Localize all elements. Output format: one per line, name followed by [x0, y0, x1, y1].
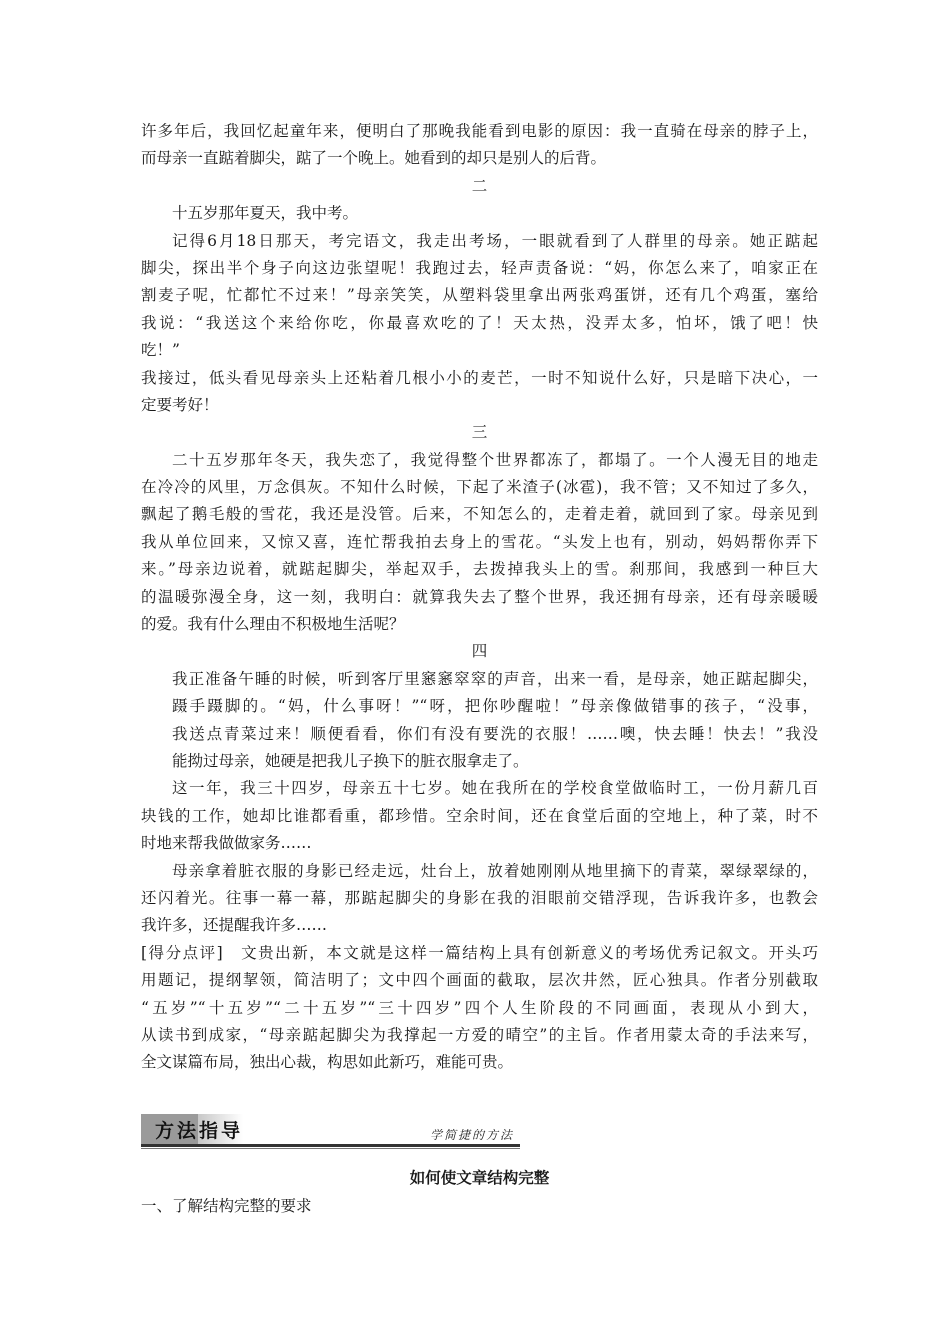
text-line: 来。”母亲边说着，就踮起脚尖，举起双手，去拨掉我头上的雪。刹那间，我感到一种巨大: [141, 560, 818, 579]
text-line: 块钱的工作，她却比谁都看重，都珍惜。空余时间，还在食堂后面的空地上，种了菜，时不: [141, 806, 818, 825]
text-line: 在冷冷的风里，万念俱灰。不知什么时候，下起了米渣子(冰雹)，我不管；又不知过了多久，: [141, 478, 818, 497]
text-line: 十五岁那年夏天，我中考。: [172, 204, 359, 223]
text-line: 全文谋篇布局，独出心裁，构思如此新巧，难能可贵。: [141, 1053, 514, 1072]
text-line: 吃！”: [141, 341, 180, 360]
method-title: 如何使文章结构完整: [409, 1168, 550, 1187]
text-line: 许多年后，我回忆起童年来，便明白了那晚我能看到电影的原因：我一直骑在母亲的脖子上，: [141, 122, 818, 140]
text-line: 我送点青菜过来！顺便看看，你们有没有要洗的衣服！……噢，快去睡！快去！”我没: [172, 724, 818, 743]
text-line: 我说：“我送这个来给你吃，你最喜欢吃的了！天太热，没弄太多，怕坏，饿了吧！快: [141, 313, 818, 332]
header-rule: [141, 1144, 520, 1147]
text-line: 我许多，还提醒我许多……: [141, 916, 328, 935]
section-subtitle: 学简捷的方法: [430, 1128, 515, 1142]
text-line: 飘起了鹅毛般的雪花，我还是没管。后来，不知怎么的，走着走着，就回到了家。母亲见到: [141, 505, 818, 524]
text-line: 三: [471, 423, 488, 442]
text-line: 母亲拿着脏衣服的身影已经走远，灶台上，放着她刚刚从地里摘下的青菜，翠绿翠绿的，: [172, 861, 818, 880]
text-line: 我正准备午睡的时候，听到客厅里窸窸窣窣的声音，出来一看，是母亲，她正踮起脚尖，: [172, 669, 818, 688]
text-line: “五岁”“十五岁”“二十五岁”“三十四岁”四个人生阶段的不同画面，表现从小到大，: [141, 998, 818, 1017]
text-line: 这一年，我三十四岁，母亲五十七岁。她在我所在的学校食堂做临时工，一份月薪几百: [172, 779, 818, 798]
method-item: 一、了解结构完整的要求: [141, 1197, 312, 1215]
article-body: [141, 118, 818, 1077]
text-line: 定要考好！: [141, 395, 219, 414]
text-line: 而母亲一直踮着脚尖，踮了一个晚上。她看到的却只是别人的后背。: [141, 149, 607, 168]
text-line: 的爱。我有什么理由不积极地生活呢？: [141, 615, 405, 634]
text-line: 脚尖，探出半个身子向这边张望呢！我跑过去，轻声责备说：“妈，你怎么来了，咱家正在: [141, 258, 818, 277]
text-line: 从读书到成家，“母亲踮起脚尖为我撑起一方爱的晴空”的主旨。作者用蒙太奇的手法来写，: [141, 1025, 818, 1044]
text-line: 用题记，提纲挈领，简洁明了；文中四个画面的截取，层次井然，匠心独具。作者分别截取: [141, 971, 818, 990]
text-line: 的温暖弥漫全身，这一刻，我明白：就算我失去了整个世界，我还拥有母亲，还有母亲暖暖: [141, 587, 818, 606]
text-line: 还闪着光。往事一幕一幕，那踮起脚尖的身影在我的泪眼前交错浮现，告诉我许多，也教会: [141, 888, 818, 907]
text-line: [得分点评] 文贵出新，本文就是这样一篇结构上具有创新意义的考场优秀记叙文。开头巧: [141, 943, 818, 962]
text-line: 能拗过母亲，她硬是把我儿子换下的脏衣服拿走了。: [172, 751, 529, 770]
section-title: 方法指导: [155, 1120, 244, 1142]
header-rule-thin: [141, 1148, 520, 1149]
text-line: 时地来帮我做做家务……: [141, 834, 312, 853]
text-line: 二: [471, 176, 488, 195]
text-line: 四: [471, 642, 488, 661]
text-line: 割麦子呢，忙都忙不过来！”母亲笑笑，从塑料袋里拿出两张鸡蛋饼，还有几个鸡蛋，塞给: [141, 286, 818, 305]
section-header: [141, 1114, 520, 1150]
text-line: 蹑手蹑脚的。“妈，什么事呀！”“呀，把你吵醒啦！”母亲像做错事的孩子，“没事，: [172, 697, 818, 716]
text-line: 我接过，低头看见母亲头上还粘着几根小小的麦芒，一时不知说什么好，只是暗下决心，一: [141, 368, 818, 387]
text-line: 我从单位回来，又惊又喜，连忙帮我拍去身上的雪花。“头发上也有，别动，妈妈帮你弄下: [141, 532, 818, 551]
text-line: 记得6月18日那天，考完语文，我走出考场，一眼就看到了人群里的母亲。她正踮起: [172, 231, 818, 250]
text-line: 二十五岁那年冬天，我失恋了，我觉得整个世界都冻了，都塌了。一个人漫无目的地走: [172, 450, 818, 469]
